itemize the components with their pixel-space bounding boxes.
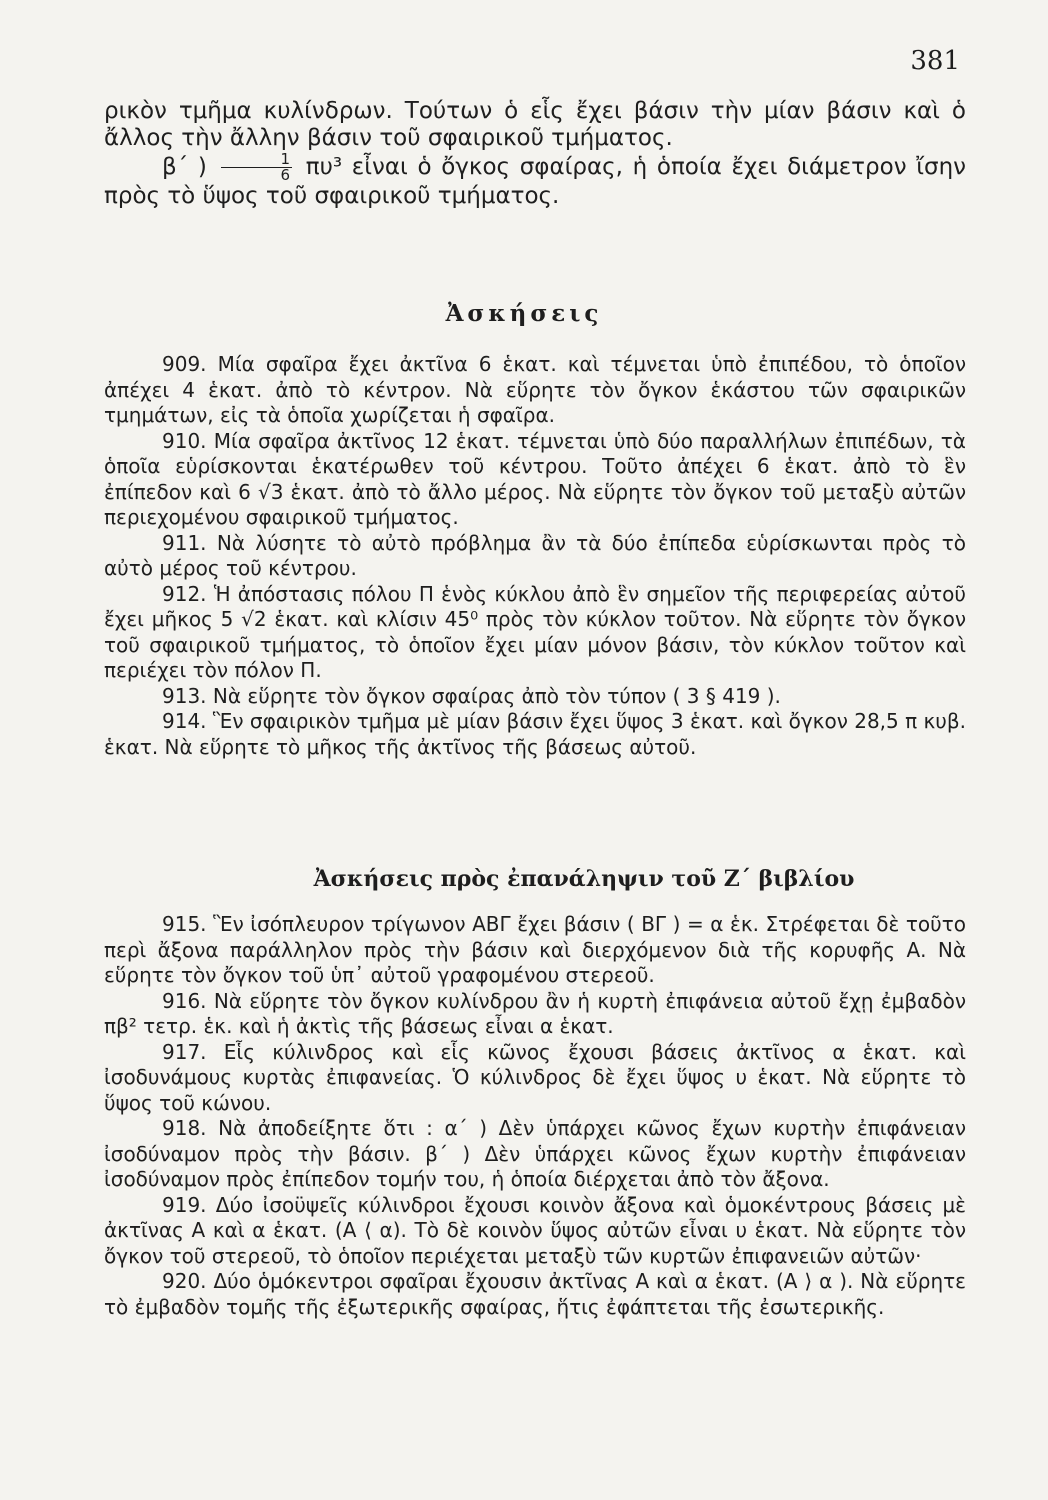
exercise-list-1 [104,352,966,760]
part-b-text: πυ³ εἶναι ὁ ὄγκος σφαίρας, ἡ ὁποία ἔχει διάμετρον ἴσην πρὸς τὸ ὕψος τοῦ σφαιρικοῦ τμήματος. [104,154,967,209]
exercise-916: 916. Νὰ εὕρητε τὸν ὄγκον κυλίνδρου ἂν ἡ κυρτὴ ἐπιφάνεια αὐτοῦ ἔχῃ ἐμβαδὸν πβ² τετρ. ἑκ. καὶ ἡ ἀκτὶς τῆς βάσεως εἶναι α ἑκατ. [104,988,966,1038]
intro-paragraph: ρικὸν τμῆμα κυλίνδρων. Τούτων ὁ εἷς ἔχει βάσιν τὴν μίαν βάσιν καὶ ὁ ἄλλος τὴν ἄλλην βάσιν τοῦ σφαιρικοῦ τμήματος. [104,98,966,151]
fraction-denominator: 6 [280,166,291,184]
exercise-917: 917. Εἷς κύλινδρος καὶ εἷς κῶνος ἔχουσι βάσεις ἀκτῖνος α ἑκατ. καὶ ἰσοδυνάμους κυρτὰς ἐπιφανείας. Ὁ κύλινδρος δὲ ἔχει ὕψος υ ἑκατ. Νὰ εὕρητε τὸ ὕψος τοῦ κώνου. [104,1039,966,1115]
exercise-918: 918. Νὰ ἀποδείξητε ὅτι : α΄ ) Δὲν ὑπάρχει κῶνος ἔχων κυρτὴν ἐπιφάνειαν ἰσοδύναμον πρὸς τὴν βάσιν. β΄ ) Δὲν ὑπάρχει κῶνος ἔχων κυρτὴν ἐπιφάνειαν ἰσοδύναμον πρὸς ἐπίπεδον τομήν του, ἡ ὁποία διέρχεται ἀπὸ τὸν ἄξονα. [104,1116,966,1191]
exercise-915: 915. Ἓν ἰσόπλευρον τρίγωνον ΑΒΓ ἔχει βάσιν ( ΒΓ ) = α ἑκ. Στρέφεται δὲ τοῦτο περὶ ἄξονα παράλληλον πρὸς τὴν βάσιν καὶ διερχόμενον διὰ τῆς κορυφῆς Α. Νὰ εὕρητε τὸν ὄγκον τοῦ ὑπ᾽ αὐτοῦ γραφομένου στερεοῦ. [104,912,966,987]
exercise-list-2 [104,912,966,1320]
part-b-label: β΄ ) [162,154,207,180]
intro-part-b [104,152,966,210]
exercise-919: 919. Δύο ἰσοϋψεῖς κύλινδροι ἔχουσι κοινὸν ἄξονα καὶ ὁμοκέντρους βάσεις μὲ ἀκτῖνας Α καὶ α ἑκατ. (Α ⟨ α). Τὸ δὲ κοινὸν ὕψος αὐτῶν εἶναι υ ἑκατ. Νὰ εὕρητε τὸν ὄγκον τοῦ στερεοῦ, τὸ ὁποῖον περιέχεται μεταξὺ τῶν κυρτῶν ἐπιφανειῶν αὐτῶν· [104,1192,966,1268]
exercise-912: 912. Ἡ ἀπόστασις πόλου Π ἑνὸς κύκλου ἀπὸ ἓν σημεῖον τῆς περιφερείας αὐτοῦ ἔχει μῆκος 5 √2 ἑκατ. καὶ κλίσιν 45⁰ πρὸς τὸν κύκλον τοῦτον. Νὰ εὕρητε τὸν ὄγκον τοῦ σφαιρικοῦ τμήματος, τὸ ὁποῖον ἔχει μίαν μόνον βάσιν, τὸν κύκλον τοῦτον καὶ περιέχει τὸν πόλον Π. [104,581,966,682]
exercise-913: 913. Νὰ εὕρητε τὸν ὄγκον σφαίρας ἀπὸ τὸν τύπον ( 3 § 419 ). [162,683,781,708]
exercise-910: 910. Μία σφαῖρα ἀκτῖνος 12 ἑκατ. τέμνεται ὑπὸ δύο παραλλήλων ἐπιπέδων, τὰ ὁποῖα εὑρίσκονται ἑκατέρωθεν τοῦ κέντρου. Τοῦτο ἀπέχει 6 ἑκατ. ἀπὸ τὸ ἓν ἐπίπεδον καὶ 6 √3 ἑκατ. ἀπὸ τὸ ἄλλο μέρος. Νὰ εὕρητε τὸν ὄγκον τοῦ μεταξὺ αὐτῶν περιεχομένου σφαιρικοῦ τμήματος. [104,428,966,529]
exercise-920: 920. Δύο ὁμόκεντροι σφαῖραι ἔχουσιν ἀκτῖνας Α καὶ α ἑκατ. (Α ⟩ α ). Νὰ εὕρητε τὸ ἐμβαδὸν τομῆς τῆς ἐξωτερικῆς σφαίρας, ἥτις ἐφάπτεται τῆς ἐσωτερικῆς. [104,1269,966,1319]
section-heading-review: Ἀσκήσεις πρὸς ἐπανάληψιν τοῦ Ζ΄ βιβλίου [313,866,855,892]
exercise-909: 909. Μία σφαῖρα ἔχει ἀκτῖνα 6 ἑκατ. καὶ τέμνεται ὑπὸ ἐπιπέδου, τὸ ὁποῖον ἀπέχει 4 ἑκατ. ἀπὸ τὸ κέντρον. Νὰ εὕρητε τὸν ὄγκον ἑκάστου τῶν σφαιρικῶν τμημάτων, εἰς τὰ ὁποῖα χωρίζεται ἡ σφαῖρα. [104,352,966,427]
page-number: 381 [910,46,960,76]
fraction-numerator: 1 [221,152,293,168]
fraction-one-sixth [221,152,293,183]
intro-text [104,98,966,210]
exercise-911: 911. Νὰ λύσητε τὸ αὐτὸ πρόβλημα ἂν τὰ δύο ἐπίπεδα εὑρίσκωνται πρὸς τὸ αὐτὸ μέρος τοῦ κέντρου. [104,530,966,580]
section-heading-exercises: Ἀσκήσεις [445,300,603,327]
exercise-914: 914. Ἓν σφαιρικὸν τμῆμα μὲ μίαν βάσιν ἔχει ὕψος 3 ἑκατ. καὶ ὄγκον 28,5 π κυβ. ἑκατ. Νὰ εὕρητε τὸ μῆκος τῆς ἀκτῖνος τῆς βάσεως αὐτοῦ. [104,709,966,759]
